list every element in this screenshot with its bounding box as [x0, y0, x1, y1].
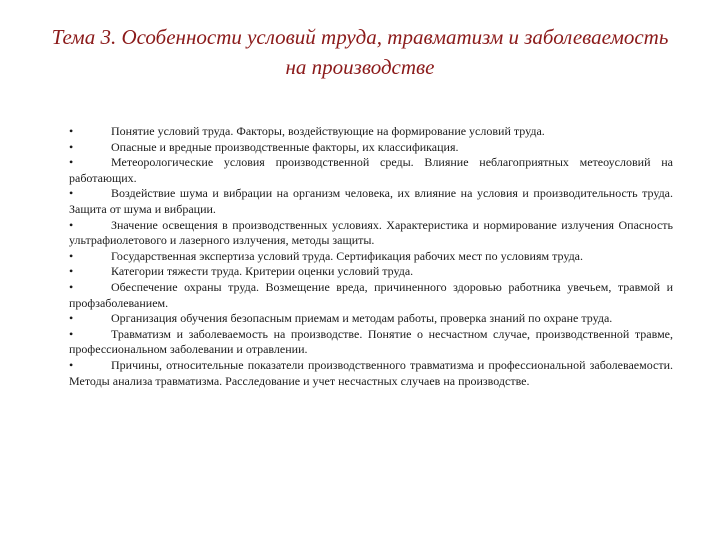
bullet-icon: •: [69, 248, 74, 263]
list-item: [69, 327, 673, 358]
bullet-icon: •: [69, 155, 74, 170]
list-item-text: Воздействие шума и вибрации на организм человека, их влияние на условия и производительность труда. Защита от шума и вибрации.: [69, 186, 673, 216]
list-item-text: Значение освещения в производственных условиях. Характеристика и нормирование излучения Опасность ультрафиолетового и лазерного излучения, методы защиты.: [69, 217, 673, 248]
list-item: [69, 140, 673, 156]
list-item: [69, 249, 673, 265]
list-item: [69, 280, 673, 311]
bullet-icon: •: [69, 186, 74, 201]
list-item-text: Травматизм и заболеваемость на производстве. Понятие о несчастном случае, производственной травме, профессиональном заболевании и отравлении.: [69, 326, 673, 357]
list-item-text: Причины, относительные показатели производственного травматизма и профессиональной заболеваемости. Методы анализа травматизма. Расследование и учет несчастных случаев на производстве.: [69, 357, 673, 388]
list-item-text: Метеорологические условия производственной среды. Влияние неблагоприятных метеоусловий на работающих.: [69, 155, 673, 185]
bullet-icon: •: [69, 264, 74, 279]
bullet-icon: •: [69, 217, 74, 232]
list-item-text: Опасные и вредные производственные факторы, их классификация.: [111, 139, 459, 154]
slide-title: Тема 3. Особенности условий труда, травматизм и заболеваемость на производстве: [51, 25, 669, 79]
list-item: [69, 155, 673, 186]
list-item-text: Государственная экспертиза условий труда. Сертификация рабочих мест по условиям труда.: [111, 248, 584, 263]
bullet-icon: •: [69, 139, 74, 154]
bullet-icon: •: [69, 326, 74, 341]
topic-list: [69, 124, 673, 389]
list-item-text: Обеспечение охраны труда. Возмещение вреда, причиненного здоровью работника увечьем, травмой и профзаболеванием.: [69, 279, 673, 310]
bullet-icon: •: [69, 124, 74, 138]
bullet-icon: •: [69, 311, 74, 326]
list-item-text: Организация обучения безопасным приемам и методам работы, проверка знаний по охране труда.: [111, 311, 613, 326]
list-item: [69, 186, 673, 217]
list-item: [69, 218, 673, 249]
bullet-icon: •: [69, 357, 74, 372]
bullet-icon: •: [69, 279, 74, 294]
list-item: [69, 358, 673, 389]
list-item: [69, 124, 673, 140]
list-item-text: Понятие условий труда. Факторы, воздействующие на формирование условий труда.: [111, 124, 545, 138]
list-item: [69, 264, 673, 280]
list-item: [69, 311, 673, 327]
list-item-text: Категории тяжести труда. Критерии оценки условий труда.: [111, 264, 414, 279]
